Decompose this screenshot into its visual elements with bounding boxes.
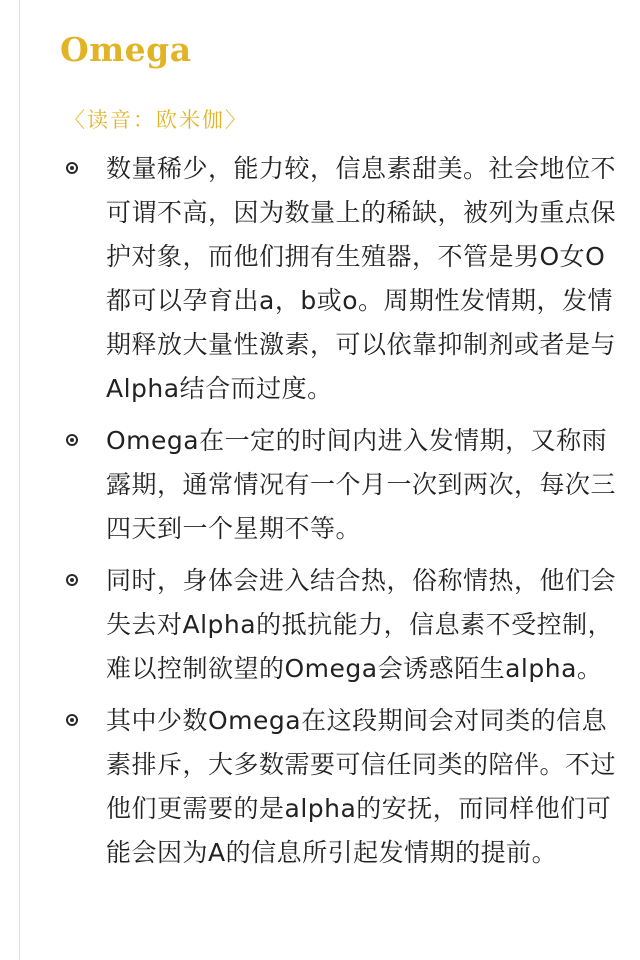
list-item-text: 其中少数Omega在这段期间会对同类的信息素排斥，大多数需要可信任同类的陪伴。不过他们更需要的是alpha的安抚，而同样他们可能会因为A的信息所引起发情期的提前。 — [106, 706, 617, 867]
circle-bullet-icon — [66, 162, 78, 174]
list-item-text: 数量稀少，能力较，信息素甜美。社会地位不可谓不高，因为数量上的稀缺，被列为重点保护对象，而他们拥有生殖器，不管是男O女O都可以孕育出a，b或o。周期性发情期，发情期释放大量性激素，可以依靠抑制剂或者是与Alpha结合而过度。 — [106, 154, 617, 403]
circle-bullet-icon — [66, 434, 78, 446]
left-margin-rule — [19, 0, 20, 960]
list-item-text: Omega在一定的时间内进入发情期，又称雨露期，通常情况有一个月一次到两次，每次三四天到一个星期不等。 — [106, 426, 617, 543]
list-item-text: 同时，身体会进入结合热，俗称情热，他们会失去对Alpha的抵抗能力，信息素不受控制，难以控制欲望的Omega会诱惑陌生alpha。 — [106, 566, 617, 683]
list-item — [60, 419, 616, 551]
page-title: Omega — [60, 30, 192, 69]
bullet-list — [60, 147, 616, 883]
list-item — [60, 147, 616, 411]
circle-bullet-icon — [66, 714, 78, 726]
list-item — [60, 559, 616, 691]
pronunciation-note: 〈读音：欧米伽〉 — [64, 108, 248, 132]
circle-bullet-icon — [66, 574, 78, 586]
list-item — [60, 699, 616, 875]
